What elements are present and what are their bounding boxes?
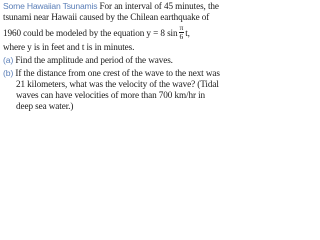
equation-prefix: 1960 could be modeled by the equation y = 8 sin [3,27,178,38]
intro-text-1: For an interval of 45 minutes, the [99,1,219,11]
part-b-line-3: waves can have velocities of more than 700 km/hr in [16,90,206,101]
part-a-text: Find the amplitude and period of the waves. [15,54,173,65]
part-b [3,67,220,79]
part-b-label: (b) [3,67,14,78]
problem-title: Some Hawaiian Tsunamis [3,1,98,11]
part-b-line-4: deep sea water.) [16,101,74,112]
fraction-numerator: π [179,23,184,33]
intro-line-2: tsunami near Hawaii caused by the Chilean earthquake of [3,12,210,23]
intro-line-1 [3,1,219,12]
variables-line: where y is in feet and t is in minutes. [3,42,135,53]
fraction-denominator: 6 [179,32,184,42]
problem-text-block [0,0,220,118]
equation-line [3,23,197,42]
part-a [3,55,197,66]
equation-suffix: t, [185,27,190,38]
part-b-line-2: 21 kilometers, what was the velocity of the wave? (Tidal [16,79,219,90]
part-a-label: (a) [3,54,14,65]
part-b-line-1: If the distance from one crest of the wave to the next was [15,67,220,78]
pi-over-six-fraction [179,24,185,41]
